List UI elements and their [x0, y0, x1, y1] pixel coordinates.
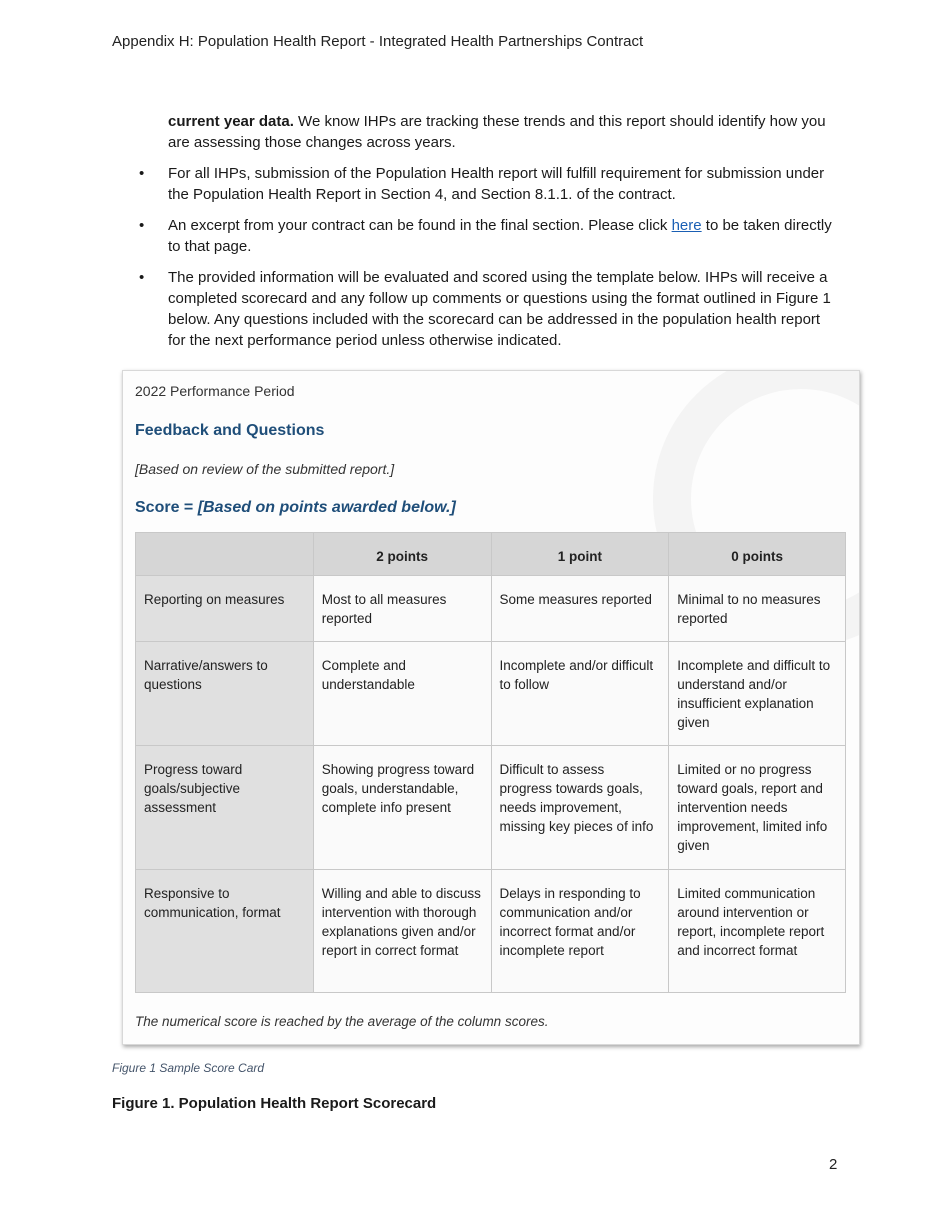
table-cell: Limited communication around intervention or report, incomplete report and incorrect format — [669, 870, 846, 993]
bullet-evaluation: • The provided information will be evaluated and scored using the template below. IHPs will receive a completed scorecard and any follow up comments or questions using the format outlined in Figure 1 below. Any questions included with the scorecard can be addressed in the population health report for the next performance period unless otherwise indicated. — [168, 267, 838, 351]
table-row — [136, 746, 846, 870]
figure-caption-small: Figure 1 Sample Score Card — [112, 1061, 265, 1075]
table-cell: Most to all measures reported — [313, 576, 491, 642]
scorecard-footer: The numerical score is reached by the average of the column scores. — [135, 1014, 549, 1029]
figure-caption-main: Figure 1. Population Health Report Scorecard — [112, 1095, 437, 1112]
row-header: Narrative/answers to questions — [136, 642, 314, 746]
column-header — [136, 533, 314, 576]
page-number: 2 — [829, 1156, 838, 1173]
table-cell: Difficult to assess progress towards goals, needs improvement, missing key pieces of info — [491, 746, 669, 870]
table-cell: Limited or no progress toward goals, report and intervention needs improvement, limited info given — [669, 746, 846, 870]
row-header: Reporting on measures — [136, 576, 314, 642]
score-value: [Based on points awarded below.] — [197, 499, 456, 516]
column-header: 0 points — [669, 533, 846, 576]
performance-period: 2022 Performance Period — [135, 383, 295, 399]
scorecard-figure — [122, 370, 860, 1045]
column-header: 1 point — [491, 533, 669, 576]
intro-paragraph — [168, 111, 838, 153]
score-line — [135, 499, 456, 517]
page-header: Appendix H: Population Health Report - Integrated Health Partnerships Contract — [112, 33, 644, 50]
table-cell: Minimal to no measures reported — [669, 576, 846, 642]
intro-rest: We know IHPs are tracking these trends and this report should identify how you are assessing those changes across years. — [168, 113, 826, 151]
bullet-excerpt-before: An excerpt from your contract can be found in the final section. Please click — [168, 217, 672, 234]
intro-bold: current year data. — [168, 113, 294, 130]
table-row — [136, 642, 846, 746]
table-cell: Delays in responding to communication and/or incorrect format and/or incomplete report — [491, 870, 669, 993]
table-cell: Incomplete and difficult to understand and/or insufficient explanation given — [669, 642, 846, 746]
table-cell: Willing and able to discuss intervention with thorough explanations given and/or report in correct format — [313, 870, 491, 993]
table-row — [136, 576, 846, 642]
here-link[interactable]: here — [671, 217, 702, 234]
row-header: Progress toward goals/subjective assessment — [136, 746, 314, 870]
feedback-title: Feedback and Questions — [135, 422, 325, 439]
row-header: Responsive to communication, format — [136, 870, 314, 993]
table-cell: Incomplete and/or difficult to follow — [491, 642, 669, 746]
table-cell: Showing progress toward goals, understandable, complete info present — [313, 746, 491, 870]
table-row — [136, 870, 846, 993]
bullet-excerpt — [168, 215, 838, 257]
bullet-excerpt-after: to be taken directly to that page. — [168, 217, 832, 255]
table-header-row — [136, 533, 846, 576]
score-prefix: Score = — [135, 499, 198, 516]
scoring-table — [135, 532, 846, 993]
table-cell: Some measures reported — [491, 576, 669, 642]
column-header: 2 points — [313, 533, 491, 576]
bullet-submission: • For all IHPs, submission of the Population Health report will fulfill requirement for submission under the Population Health Report in Section 4, and Section 8.1.1. of the contract. — [168, 163, 838, 205]
table-cell: Complete and understandable — [313, 642, 491, 746]
based-on-note: [Based on review of the submitted report.] — [135, 461, 395, 477]
body-text — [168, 111, 838, 361]
